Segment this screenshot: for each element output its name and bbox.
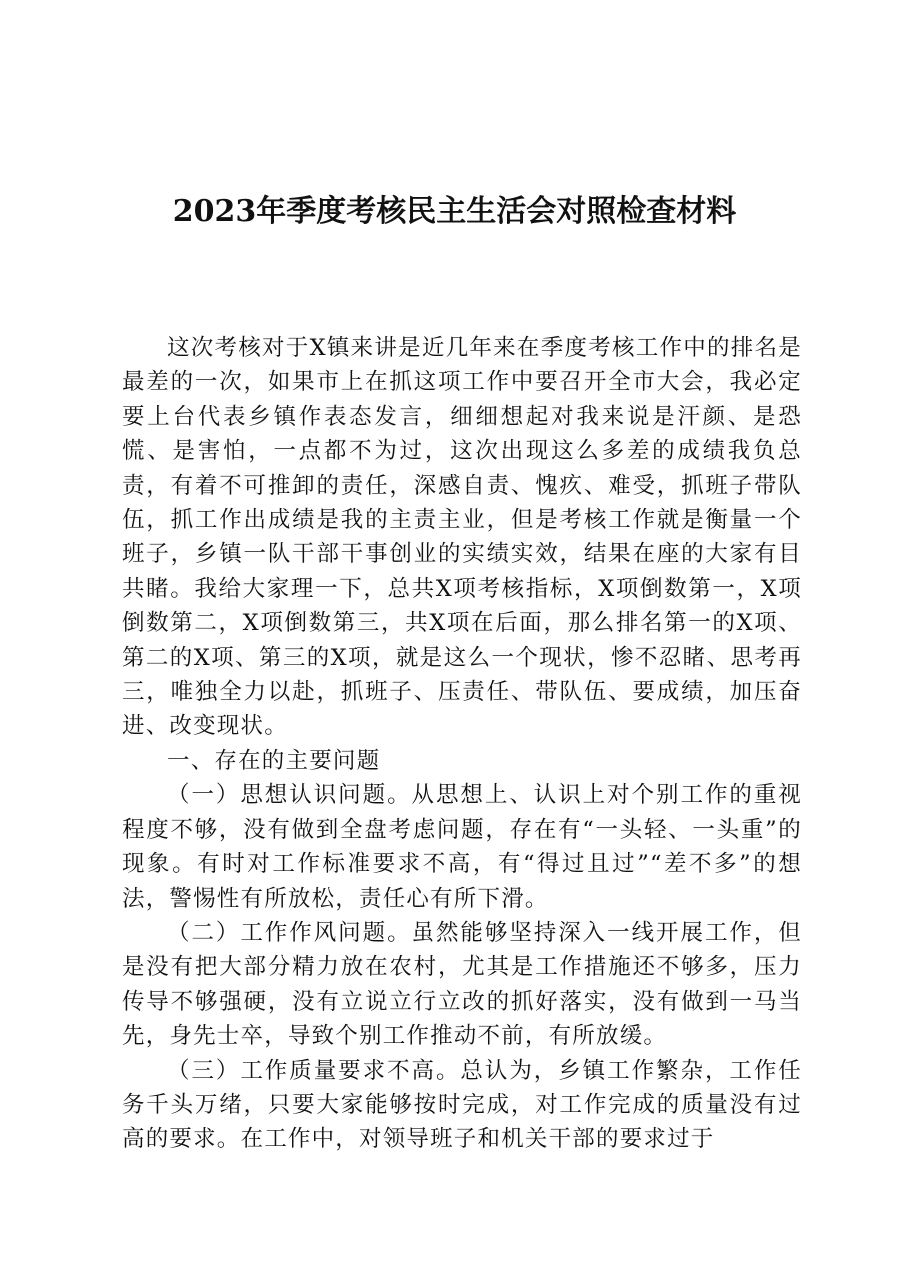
document-body: [122, 331, 802, 1157]
paragraph-work-quality-issue: （三）工作质量要求不高。总认为，乡镇工作繁杂，工作任务千头万绪，只要大家能够按时完成，对工作完成的质量没有过高的要求。在工作中，对领导班子和机关干部的要求过于: [122, 1057, 802, 1153]
paragraph-intro: 这次考核对于X镇来讲是近几年来在季度考核工作中的排名是最差的一次，如果市上在抓这项工作中要召开全市大会，我必定要上台代表乡镇作表态发言，细细想起对我来说是汗颜、是恐慌、是害怕，一点都不为过，这次出现这么多差的成绩我负总责，有着不可推卸的责任，深感自责、愧疚、难受，抓班子带队伍，抓工作出成绩是我的主责主业，但是考核工作就是衡量一个班子，乡镇一队干部干事创业的实绩实效，结果在座的大家有目共睹。我给大家理一下，总共X项考核指标，X项倒数第一，X项倒数第二，X项倒数第三，共X项在后面，那么排名第一的X项、第二的X项、第三的X项，就是这么一个现状，惨不忍睹、思考再三，唯独全力以赴，抓班子、压责任、带队伍、要成绩，加压奋进、改变现状。: [122, 335, 802, 740]
paragraph-thinking-issue: （一）思想认识问题。从思想上、认识上对个别工作的重视程度不够，没有做到全盘考虑问题，存在有“一头轻、一头重”的现象。有时对工作标准要求不高，有“得过且过”“差不多”的想法，警惕性有所放松，责任心有所下滑。: [122, 782, 802, 912]
section-heading-main-problems: 一、存在的主要问题: [167, 747, 381, 774]
document-title: 2023年季度考核民主生活会对照检查材料: [172, 194, 737, 229]
paragraph-work-style-issue: （二）工作作风问题。虽然能够坚持深入一线开展工作，但是没有把大部分精力放在农村，尤其是工作措施还不够多，压力传导不够强硬，没有立说立行立改的抓好落实，没有做到一马当先，身先士卒，导致个别工作推动不前，有所放缓。: [122, 919, 802, 1050]
